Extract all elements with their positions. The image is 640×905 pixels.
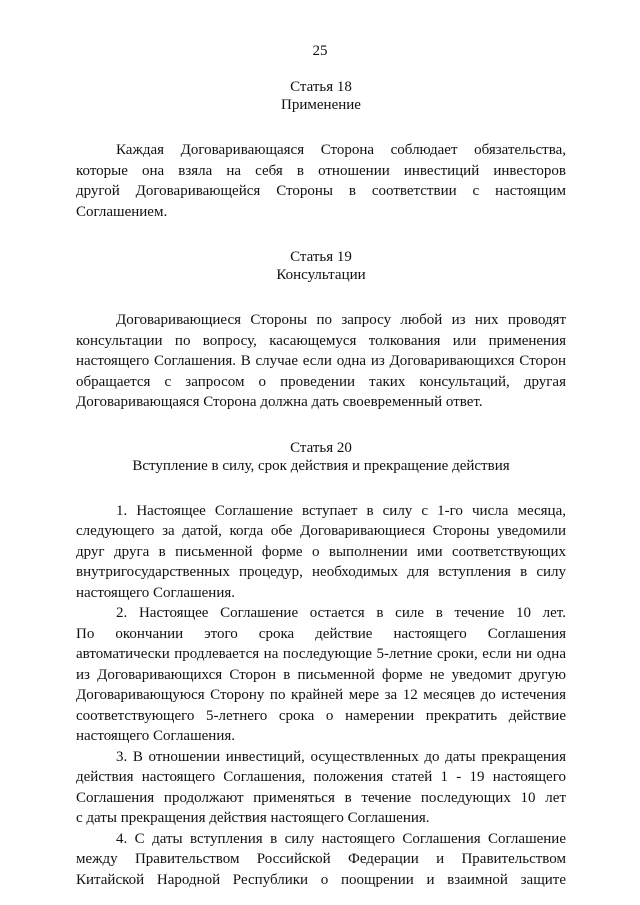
text-line: настоящего Соглашения. bbox=[76, 728, 236, 744]
text-line: действия настоящего Соглашения, положения статей 1 - 19 настоящего bbox=[76, 769, 566, 785]
article-heading: Статья 18 bbox=[290, 79, 352, 95]
text-line: внутригосударственных процедур, необходимых для вступления в силу bbox=[76, 564, 566, 580]
text-line: Договаривающаяся Сторона должна дать своевременный ответ. bbox=[76, 394, 483, 410]
text-line: 3. В отношении инвестиций, осуществленных до даты прекращения bbox=[116, 748, 566, 765]
section-spacer bbox=[76, 284, 566, 310]
text-line: обращается с запросом о проведении таких консультаций, другая bbox=[76, 373, 566, 390]
text-line: 2. Настоящее Соглашение остается в силе в течение 10 лет. bbox=[116, 605, 566, 621]
paragraph bbox=[76, 140, 566, 222]
text-line: Каждая Договаривающаяся Сторона соблюдает обязательства, bbox=[116, 142, 566, 158]
paragraph bbox=[76, 310, 566, 413]
text-line: Соглашением. bbox=[76, 203, 168, 220]
text-line: автоматически продлевается на последующие 5-летние сроки, если ни одна bbox=[76, 646, 566, 662]
article-heading: Статья 20 bbox=[290, 439, 352, 456]
text-line: соответствующего 5-летнего срока о намерении прекратить действие bbox=[76, 707, 566, 724]
paragraph bbox=[76, 501, 566, 604]
text-line: между Правительством Российской Федерации и Правительством bbox=[76, 851, 566, 867]
text-line: следующего за датой, когда обе Договаривающиеся Стороны уведомили bbox=[76, 523, 566, 539]
text-line: 1. Настоящее Соглашение вступает в силу с 1-го числа месяца, bbox=[116, 502, 566, 519]
paragraph bbox=[76, 829, 566, 891]
text-line: Договаривающуюся Сторону по крайней мере за 12 месяцев до истечения bbox=[76, 687, 566, 703]
text-line: Китайской Народной Республики о поощрении и взаимной защите bbox=[76, 871, 566, 888]
paragraph bbox=[76, 747, 566, 829]
text-line: которые она взяла на себя в отношении инвестиций инвесторов bbox=[76, 162, 566, 179]
text-line: 4. С даты вступления в силу настоящего Соглашения Соглашение bbox=[116, 830, 566, 847]
article-title: Применение bbox=[281, 97, 361, 113]
page-number: 25 bbox=[312, 43, 328, 59]
paragraph bbox=[76, 603, 566, 747]
section-spacer bbox=[76, 222, 566, 248]
article-title: Консультации bbox=[276, 267, 366, 283]
text-line: друг друга в письменной форме о выполнении ими соответствующих bbox=[76, 543, 566, 560]
text-line: Договаривающиеся Стороны по запросу любой из них проводят bbox=[116, 312, 566, 328]
text-line: из Договаривающихся Сторон в письменной форме не уведомит другую bbox=[76, 666, 566, 683]
text-line: другой Договаривающейся Стороны в соответствии с настоящим bbox=[76, 183, 566, 199]
text-line: По окончании этого срока действие настоящего Соглашения bbox=[76, 625, 566, 642]
section-spacer bbox=[76, 475, 566, 501]
article-heading: Статья 19 bbox=[290, 249, 352, 265]
section-spacer bbox=[76, 114, 566, 140]
text-line: настоящего Соглашения. bbox=[76, 584, 236, 601]
text-line: консультации по вопросу, касающемуся толкования или применения bbox=[76, 332, 566, 349]
text-line: Соглашения продолжают применяться в течение последующих 10 лет bbox=[76, 789, 566, 806]
section-spacer bbox=[76, 413, 566, 439]
text-line: настоящего Соглашения. В случае если одна из Договаривающихся Сторон bbox=[76, 353, 566, 369]
document-body bbox=[76, 78, 566, 890]
text-line: с даты прекращения действия настоящего Соглашения. bbox=[76, 810, 430, 826]
article-title: Вступление в силу, срок действия и прекращение действия bbox=[132, 457, 510, 474]
